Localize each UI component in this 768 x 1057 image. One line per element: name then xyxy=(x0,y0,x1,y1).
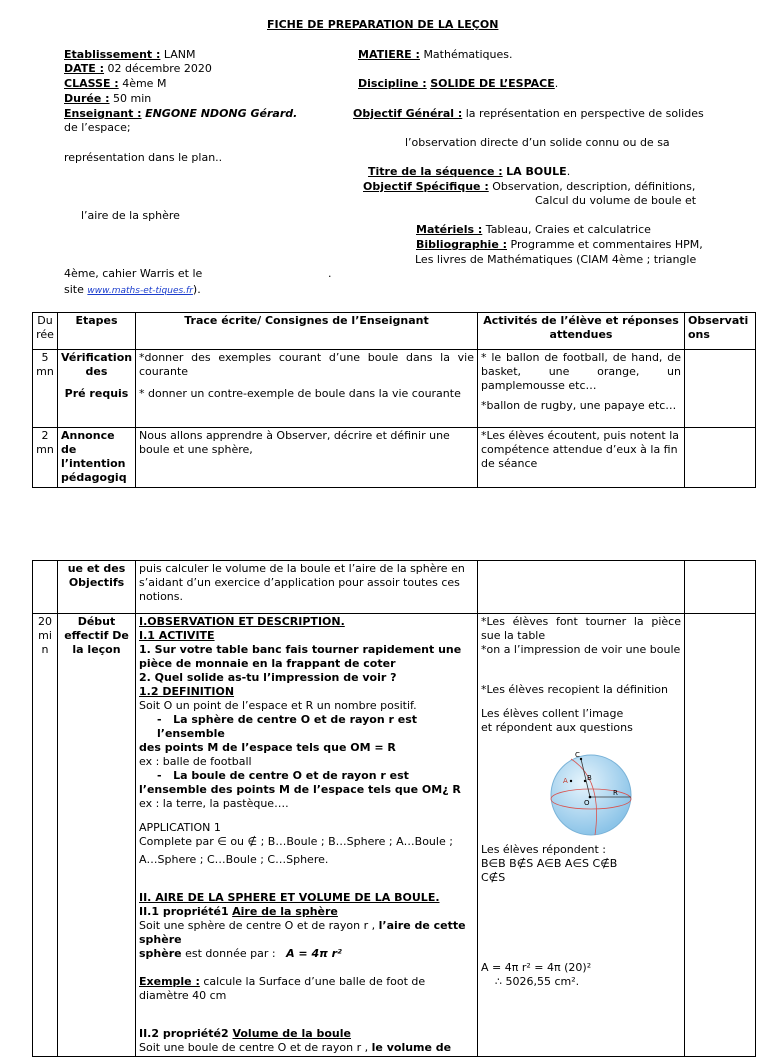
activite-line-2: *on a l’impression de voir une boule xyxy=(481,643,681,656)
etape-line-1: Vérification des xyxy=(61,351,133,378)
lesson-table-2 xyxy=(32,560,756,1057)
date-line xyxy=(64,62,212,76)
matiere-label: MATIERE : xyxy=(358,48,420,61)
point-b xyxy=(584,780,586,782)
activite-line-10: ∴ 5026,55 cm². xyxy=(495,975,580,988)
label-c: C xyxy=(575,751,580,759)
date-label: DATE : xyxy=(64,62,105,75)
activite-line-3: *Les élèves recopient la définition xyxy=(481,683,669,696)
header-observations: Observati ons xyxy=(685,313,756,350)
activite-line-1: * le ballon de football, de hand, de basket, une orange, un pamplemousse etc… xyxy=(481,351,681,392)
sphere-figure xyxy=(541,739,641,839)
property-2-text xyxy=(139,1041,474,1055)
cell-duree xyxy=(33,561,58,614)
label-o: O xyxy=(584,799,590,807)
sphere-shape xyxy=(551,755,631,835)
section-2-title: II. AIRE DE LA SPHERE ET VOLUME DE LA BOULE. xyxy=(139,891,440,904)
point-a xyxy=(570,780,572,782)
property-2 xyxy=(139,1027,474,1041)
cell-etape: Annonce de l’intention pédagogiq xyxy=(58,428,136,488)
point-c xyxy=(580,758,582,760)
cell-activites xyxy=(478,350,685,428)
activite-line-7: B∈B B∉S A∈B A∈S C∉B xyxy=(481,857,618,870)
etablissement-line xyxy=(64,48,196,62)
discipline-line: Discipline : SOLIDE DE L’ESPACE. xyxy=(358,77,559,90)
property-2-label: II.2 propriété2 xyxy=(139,1027,229,1040)
application-line-1: Complete par ∈ ou ∉ ; B…Boule ; B…Sphere ; A…Boule ; xyxy=(139,835,453,848)
definition-boule: - La boule de centre O et de rayon r est xyxy=(157,769,409,782)
property-2-name: Volume de la boule xyxy=(232,1027,351,1040)
label-r: R xyxy=(613,789,618,797)
cell-activites xyxy=(478,561,685,614)
enseignant-line xyxy=(64,107,297,121)
classe-label: CLASSE : xyxy=(64,77,119,90)
activite-line-5: et répondent aux questions xyxy=(481,721,633,734)
objectif-specifique-label: Objectif Spécifique : xyxy=(363,180,489,193)
example-line xyxy=(139,975,474,1003)
objectif-specifique-line-3: l’aire de la sphère xyxy=(81,209,180,222)
objectif-general-value: la représentation en perspective de solides xyxy=(465,107,704,120)
lesson-table-1 xyxy=(32,312,756,488)
cell-observations xyxy=(685,561,756,614)
bibliographie-line-3: 4ème, cahier Warris et le xyxy=(64,267,203,280)
bibliographie-value: Programme et commentaires HPM, xyxy=(510,238,703,251)
example-label: Exemple : xyxy=(139,975,200,988)
property-2-text-b: le volume de xyxy=(371,1041,452,1054)
cell-duree: 20 mi n xyxy=(33,614,58,1057)
property-1-formula-line xyxy=(139,947,474,961)
definition-title: 1.2 DEFINITION xyxy=(139,685,235,698)
definition-intro: Soit O un point de l’espace et R un nombre positif. xyxy=(139,699,417,712)
cell-duree: 2 mn xyxy=(33,428,58,488)
etablissement-label: Etablissement : xyxy=(64,48,161,61)
site-link[interactable]: www.maths-et-tiques.fr xyxy=(87,286,193,296)
property-1-formula: A = 4π r² xyxy=(286,947,342,960)
property-1-name: Aire de la sphère xyxy=(232,905,338,918)
classe-value: 4ème M xyxy=(122,77,167,90)
site-label: site xyxy=(64,283,84,296)
property-1-text-c: est donnée par : xyxy=(185,947,276,960)
cell-trace xyxy=(136,614,478,1057)
cell-activites: *Les élèves écoutent, puis notent la compétence attendue d’eux à la fin de séance xyxy=(478,428,685,488)
objectif-specifique-line xyxy=(363,180,695,194)
etape-line-2: Pré requis xyxy=(64,387,129,400)
etablissement-value: LANM xyxy=(163,48,196,61)
cell-etape xyxy=(58,350,136,428)
objectif-general-line xyxy=(353,107,704,121)
enseignant-label: Enseignant : xyxy=(64,107,142,120)
label-a: A xyxy=(563,777,568,785)
label-b: B xyxy=(587,774,592,782)
materiels-line xyxy=(416,223,651,237)
titre-sequence-value: LA BOULE xyxy=(506,165,567,178)
cell-etape: ue et des Objectifs xyxy=(58,561,136,614)
definition-sphere-cont: des points M de l’espace tels que OM = R xyxy=(139,741,396,754)
duree-line xyxy=(64,92,151,106)
example-sphere: ex : balle de football xyxy=(139,755,252,768)
cell-trace: puis calculer le volume de la boule et l’aire de la sphère en s’aidant d’un exercice d’application pour assoir toutes ces notions. xyxy=(136,561,478,614)
cell-etape: Début effectif De la leçon xyxy=(58,614,136,1057)
cell-trace xyxy=(136,350,478,428)
activity-question-1: 1. Sur votre table banc fais tourner rapidement une pièce de monnaie en la frappant de coter xyxy=(139,643,462,670)
activite-line-9: A = 4π r² = 4π (20)² xyxy=(481,961,592,974)
bibliographie-label: Bibliographie : xyxy=(416,238,508,251)
titre-sequence-label: Titre de la séquence : xyxy=(368,165,503,178)
property-1 xyxy=(139,905,474,919)
discipline-label: Discipline : xyxy=(358,77,427,90)
cell-duree: 5 mn xyxy=(33,350,58,428)
table-row xyxy=(33,614,756,1057)
matiere-line xyxy=(358,48,513,62)
cell-trace: Nous allons apprendre à Observer, décrire et définir une boule et une sphère, xyxy=(136,428,478,488)
header-trace: Trace écrite/ Consignes de l’Enseignant xyxy=(136,313,478,350)
bibliographie-line xyxy=(416,238,703,252)
objectif-general-line-2: de l’espace; xyxy=(64,121,131,134)
table-header-row xyxy=(33,313,756,350)
date-value: 02 décembre 2020 xyxy=(107,62,212,75)
header-activites: Activités de l’élève et réponses attendues xyxy=(478,313,685,350)
page-title: FICHE DE PREPARATION DE LA LEÇON xyxy=(267,18,499,31)
duree-label: Durée : xyxy=(64,92,110,105)
table-row xyxy=(33,428,756,488)
enseignant-value: ENGONE NDONG Gérard. xyxy=(145,107,298,120)
cell-observations xyxy=(685,614,756,1057)
center-point xyxy=(589,796,592,799)
cell-observations xyxy=(685,350,756,428)
activite-line-2: *ballon de rugby, une papaye etc… xyxy=(481,399,677,412)
cell-activites xyxy=(478,614,685,1057)
property-1-label: II.1 propriété1 xyxy=(139,905,229,918)
trace-line-1: *donner des exemples courant d’une boule dans la vie courante xyxy=(139,351,474,378)
example-boule: ex : la terre, la pastèque…. xyxy=(139,797,289,810)
definition-sphere: - La sphère de centre O et de rayon r est l’ensemble xyxy=(157,713,418,740)
classe-line xyxy=(64,77,166,91)
matiere-value: Mathématiques. xyxy=(423,48,513,61)
objectif-general-line-3: l’observation directe d’un solide connu ou de sa xyxy=(405,136,670,149)
section-1-title: I.OBSERVATION ET DESCRIPTION. xyxy=(139,615,345,628)
property-2-text-a: Soit une boule de centre O et de rayon r , xyxy=(139,1041,369,1054)
definition-sphere-text: La sphère de centre O et de rayon r est l’ensemble xyxy=(157,713,418,740)
property-1-text-b: l’aire de cette sphère xyxy=(139,919,466,946)
objectif-specifique-line-2: Calcul du volume de boule et xyxy=(535,194,697,207)
activite-line-6: Les élèves répondent : xyxy=(481,843,606,856)
objectif-general-label: Objectif Général : xyxy=(353,107,463,120)
discipline-value: SOLIDE DE L’ESPACE xyxy=(430,77,555,90)
materiels-value: Tableau, Craies et calculatrice xyxy=(485,223,651,236)
site-suffix: ). xyxy=(192,283,201,296)
activite-line-1: *Les élèves font tourner la pièce sue la table xyxy=(481,615,681,642)
materiels-label: Matériels : xyxy=(416,223,483,236)
trace-line-2: * donner un contre-exemple de boule dans la vie courante xyxy=(139,387,461,400)
application-line-2: A…Sphere ; C…Boule ; C…Sphere. xyxy=(139,853,329,866)
definition-boule-cont: l’ensemble des points M de l’espace tels que OM¿ R xyxy=(139,783,461,796)
activity-title: I.1 ACTIVITE xyxy=(139,629,215,642)
property-1-text xyxy=(139,919,474,947)
titre-sequence-line: Titre de la séquence : LA BOULE. xyxy=(368,165,571,178)
duree-value: 50 min xyxy=(113,92,152,105)
dot-mark: . xyxy=(328,267,332,280)
header-duree: Du rée xyxy=(33,313,58,350)
definition-boule-text: La boule de centre O et de rayon r est xyxy=(173,769,409,782)
activity-question-2: 2. Quel solide as-tu l’impression de voir ? xyxy=(139,671,397,684)
activite-line-4: Les élèves collent l’image xyxy=(481,707,624,720)
cell-observations xyxy=(685,428,756,488)
table-row xyxy=(33,350,756,428)
example-text: calcule la Surface d’une balle de foot de diamètre 40 cm xyxy=(139,975,426,1002)
objectif-specifique-value: Observation, description, définitions, xyxy=(492,180,696,193)
property-1-text-a: Soit une sphère de centre O et de rayon r , xyxy=(139,919,376,932)
objectif-general-line-4: représentation dans le plan.. xyxy=(64,151,223,164)
table-row xyxy=(33,561,756,614)
bibliographie-line-4 xyxy=(64,283,201,298)
application-title: APPLICATION 1 xyxy=(139,821,221,834)
header-etapes: Etapes xyxy=(58,313,136,350)
activite-line-8: C∉S xyxy=(481,871,506,884)
sphere-word: sphère xyxy=(139,947,182,960)
sphere-diagram xyxy=(541,739,641,839)
bibliographie-line-2: Les livres de Mathématiques (CIAM 4ème ; triangle xyxy=(415,253,697,266)
